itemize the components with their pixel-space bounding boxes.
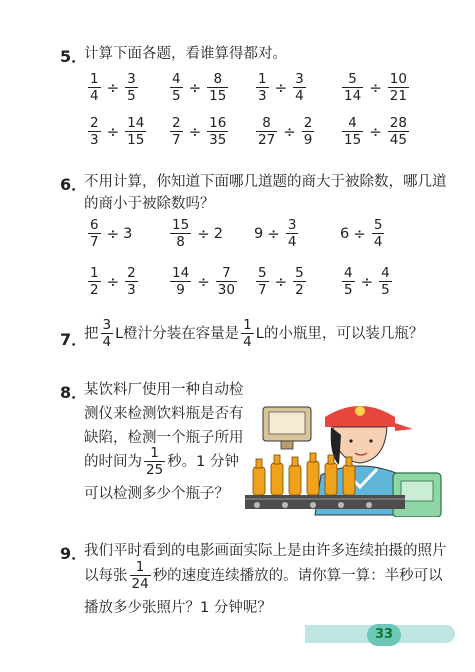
q6-problem-4 xyxy=(340,218,386,249)
q7-question xyxy=(84,318,423,349)
q6-problem-3-divisor-numerator: 3 xyxy=(287,217,297,233)
q5-problem-6 xyxy=(168,116,230,147)
q9-line2-text-b: 秒的速度连续播放的。请你算一算：半秒可以 xyxy=(152,567,443,584)
q6-problem-2-dividend-denominator: 8 xyxy=(176,234,185,251)
q5-problem-8-divisor-numerator: 28 xyxy=(389,115,407,131)
q6-instruction-line1: 不用计算，你知道下面哪几道题的商大于被除数，哪几道 xyxy=(84,174,447,190)
q7-fraction-2-numerator: 1 xyxy=(243,317,252,333)
q5-problem-6-divisor-numerator: 16 xyxy=(209,115,227,131)
factory-inspection-illustration xyxy=(245,365,455,517)
q5-problem-7-dividend-fraction xyxy=(256,116,277,147)
division-sign: ÷ xyxy=(283,122,296,141)
q6-problem-5-divisor-denominator: 3 xyxy=(127,282,136,299)
q6-problem-8-divisor-denominator: 5 xyxy=(381,282,390,299)
q5-problem-2-divisor-numerator: 8 xyxy=(213,71,223,87)
q5-problem-2-dividend-denominator: 5 xyxy=(172,88,181,105)
q5-problem-7-dividend-numerator: 8 xyxy=(262,115,271,131)
q5-problem-5-dividend-denominator: 3 xyxy=(90,132,99,149)
q5-problem-6-divisor-fraction xyxy=(207,116,228,147)
q5-problem-2-dividend-fraction xyxy=(170,72,183,103)
q5-problem-5-divisor-numerator: 14 xyxy=(127,115,145,131)
division-sign: ÷ xyxy=(197,272,210,291)
q7-number: 7． xyxy=(60,330,88,349)
q6-problem-4-divisor-denominator: 4 xyxy=(373,234,383,251)
q6-problem-7-dividend-fraction xyxy=(256,266,269,297)
q5-problem-4-divisor-fraction xyxy=(388,72,409,103)
q6-problem-8 xyxy=(340,266,394,297)
q6-problem-2-dividend-fraction xyxy=(170,218,191,249)
q5-problem-4 xyxy=(340,72,411,103)
q5-problem-2-dividend-numerator: 4 xyxy=(172,71,181,87)
page-number: 33 xyxy=(367,624,401,646)
q6-problem-5-divisor-fraction xyxy=(125,266,138,297)
q6-problem-7 xyxy=(254,266,308,297)
q5-problem-7-divisor-numerator: 2 xyxy=(303,115,313,131)
q6-problem-5-divisor-numerator: 2 xyxy=(127,265,136,281)
q5-problem-7-divisor-denominator: 9 xyxy=(303,132,313,149)
q6-problem-5-dividend-denominator: 2 xyxy=(90,282,99,299)
q5-problem-4-dividend-denominator: 14 xyxy=(344,88,362,105)
q6-problem-8-divisor-numerator: 4 xyxy=(381,265,390,281)
q5-problem-1-dividend-fraction xyxy=(88,72,101,103)
q5-problem-8-dividend-fraction xyxy=(342,116,363,147)
q9-line2 xyxy=(84,560,443,591)
q5-problem-1-divisor-numerator: 3 xyxy=(127,71,136,87)
q6-problem-8-divisor-fraction xyxy=(379,266,392,297)
division-sign: ÷ xyxy=(267,224,280,243)
q6-problem-7-divisor-numerator: 5 xyxy=(295,265,304,281)
q6-problem-5 xyxy=(86,266,140,297)
division-sign: ÷ xyxy=(360,272,374,291)
q9-fraction-denominator: 24 xyxy=(131,576,149,593)
q6-problem-2-dividend-numerator: 15 xyxy=(172,217,190,233)
q9-line3: 播放多少张照片？1 分钟呢？ xyxy=(84,600,272,616)
q5-problem-8-divisor-denominator: 45 xyxy=(389,132,407,149)
q6-problem-7-dividend-denominator: 7 xyxy=(258,282,267,299)
q5-problem-8-divisor-fraction xyxy=(388,116,409,147)
q5-problem-1 xyxy=(86,72,140,103)
q9-fraction-numerator: 1 xyxy=(135,559,145,575)
division-sign: ÷ xyxy=(188,122,202,141)
q5-problem-8 xyxy=(340,116,411,147)
q5-problem-1-dividend-denominator: 4 xyxy=(90,88,99,105)
q5-instruction: 计算下面各题，看谁算得都对。 xyxy=(84,46,287,62)
q6-problem-4-dividend-integer: 6 xyxy=(340,225,350,242)
q6-problem-4-divisor-numerator: 5 xyxy=(373,217,383,233)
q5-problem-3-dividend-denominator: 3 xyxy=(258,88,267,105)
q6-problem-8-dividend-denominator: 5 xyxy=(344,282,353,299)
q6-problem-2-divisor-integer: 2 xyxy=(213,225,223,242)
q9-fraction xyxy=(130,560,151,591)
q6-problem-3-divisor-denominator: 4 xyxy=(287,234,297,251)
q6-problem-1-dividend-fraction xyxy=(88,218,101,249)
q7-text-3: L的小瓶里，可以装几瓶？ xyxy=(255,325,424,342)
q6-problem-1 xyxy=(86,218,132,249)
q8-line1: 某饮料厂使用一种自动检 xyxy=(84,382,244,398)
q5-problem-6-dividend-fraction xyxy=(170,116,183,147)
q6-problem-3-divisor-fraction xyxy=(286,218,299,249)
q6-problem-4-divisor-fraction xyxy=(372,218,385,249)
q5-problem-6-dividend-denominator: 7 xyxy=(172,132,181,149)
q5-problem-7 xyxy=(254,116,316,147)
division-sign: ÷ xyxy=(106,224,120,243)
q5-problem-7-divisor-fraction xyxy=(302,116,315,147)
division-sign: ÷ xyxy=(106,78,120,97)
q6-problem-6-divisor-numerator: 7 xyxy=(222,265,231,281)
q7-fraction-1-numerator: 3 xyxy=(102,317,112,333)
q5-problem-8-dividend-numerator: 4 xyxy=(348,115,357,131)
q7-fraction-2 xyxy=(241,318,254,349)
q6-problem-6 xyxy=(168,266,239,297)
q5-problem-5-dividend-numerator: 2 xyxy=(90,115,99,131)
q5-problem-3-divisor-denominator: 4 xyxy=(295,88,304,105)
q5-problem-2-divisor-fraction xyxy=(207,72,228,103)
q6-number: 6． xyxy=(60,175,88,194)
q6-problem-6-dividend-fraction xyxy=(170,266,191,297)
q8-number: 8． xyxy=(60,383,88,402)
q9-number: 9． xyxy=(60,544,88,563)
q5-problem-8-dividend-denominator: 15 xyxy=(344,132,362,149)
q5-problem-6-dividend-numerator: 2 xyxy=(172,115,181,131)
q8-line3: 缺陷，检测一个瓶子所用 xyxy=(84,430,244,446)
q8-line4-text-b: 秒。1 分钟 xyxy=(167,453,240,470)
q5-problem-6-divisor-denominator: 35 xyxy=(209,132,227,149)
q6-problem-8-dividend-fraction xyxy=(342,266,355,297)
q6-problem-3-dividend-integer: 9 xyxy=(254,225,264,242)
q5-problem-2-divisor-denominator: 15 xyxy=(209,88,227,105)
q5-problem-5 xyxy=(86,116,148,147)
division-sign: ÷ xyxy=(274,78,288,97)
q5-problem-2 xyxy=(168,72,230,103)
division-sign: ÷ xyxy=(106,122,120,141)
q6-problem-6-divisor-fraction xyxy=(216,266,237,297)
division-sign: ÷ xyxy=(369,78,382,97)
q5-number: 5． xyxy=(60,47,88,66)
division-sign: ÷ xyxy=(353,224,366,243)
q5-problem-1-dividend-numerator: 1 xyxy=(90,71,99,87)
q6-problem-8-dividend-numerator: 4 xyxy=(344,265,353,281)
q5-problem-4-dividend-numerator: 5 xyxy=(348,71,357,87)
q8-line5: 可以检测多少个瓶子？ xyxy=(84,486,229,502)
q6-problem-3 xyxy=(254,218,300,249)
q7-text-2: L橙汁分装在容量是 xyxy=(115,325,240,342)
q6-problem-6-dividend-denominator: 9 xyxy=(176,282,185,299)
q7-fraction-2-denominator: 4 xyxy=(243,334,252,351)
q6-problem-1-divisor-integer: 3 xyxy=(123,225,133,242)
q6-problem-5-dividend-numerator: 1 xyxy=(90,265,99,281)
q6-problem-1-dividend-numerator: 6 xyxy=(90,217,99,233)
q5-problem-4-dividend-fraction xyxy=(342,72,363,103)
q6-problem-6-dividend-numerator: 14 xyxy=(172,265,190,281)
q6-problem-5-dividend-fraction xyxy=(88,266,101,297)
division-sign: ÷ xyxy=(369,122,382,141)
worker-face-icon xyxy=(333,427,387,463)
q5-problem-3 xyxy=(254,72,308,103)
q8-line4-text-a: 的时间为 xyxy=(84,453,142,470)
q8-fraction-numerator: 1 xyxy=(150,445,159,461)
q8-fraction-denominator: 25 xyxy=(146,462,164,479)
q6-problem-7-dividend-numerator: 5 xyxy=(258,265,267,281)
division-sign: ÷ xyxy=(106,272,120,291)
q5-problem-5-dividend-fraction xyxy=(88,116,101,147)
q9-line2-text-a: 以每张 xyxy=(84,567,128,584)
q8-line2: 测仪来检测饮料瓶是否有 xyxy=(84,406,244,422)
division-sign: ÷ xyxy=(274,272,288,291)
q6-problem-7-divisor-denominator: 2 xyxy=(295,282,304,299)
q5-problem-3-divisor-fraction xyxy=(293,72,306,103)
q5-problem-4-divisor-numerator: 10 xyxy=(389,71,407,87)
q5-problem-1-divisor-denominator: 5 xyxy=(127,88,136,105)
q5-problem-4-divisor-denominator: 21 xyxy=(389,88,407,105)
q6-problem-2 xyxy=(168,218,223,249)
q5-problem-1-divisor-fraction xyxy=(125,72,138,103)
q6-instruction-line2: 的商小于被除数吗？ xyxy=(84,196,215,212)
q7-text-1: 把 xyxy=(84,325,99,342)
q9-line1: 我们平时看到的电影画面实际上是由许多连续拍摄的照片 xyxy=(84,543,447,559)
q8-fraction xyxy=(144,446,165,477)
q7-fraction-1 xyxy=(101,318,114,349)
q5-problem-5-divisor-denominator: 15 xyxy=(127,132,145,149)
division-sign: ÷ xyxy=(188,78,202,97)
q6-problem-7-divisor-fraction xyxy=(293,266,306,297)
q5-problem-7-dividend-denominator: 27 xyxy=(258,132,276,149)
q6-problem-1-dividend-denominator: 7 xyxy=(90,234,99,251)
q8-line4 xyxy=(84,446,239,477)
q5-problem-3-dividend-fraction xyxy=(256,72,269,103)
q5-problem-5-divisor-fraction xyxy=(125,116,146,147)
q6-problem-6-divisor-denominator: 30 xyxy=(217,282,235,299)
q5-problem-3-divisor-numerator: 3 xyxy=(295,71,304,87)
q5-problem-3-dividend-numerator: 1 xyxy=(258,71,267,87)
q7-fraction-1-denominator: 4 xyxy=(102,334,112,351)
division-sign: ÷ xyxy=(197,224,210,243)
conveyor-belt-icon xyxy=(245,495,405,509)
